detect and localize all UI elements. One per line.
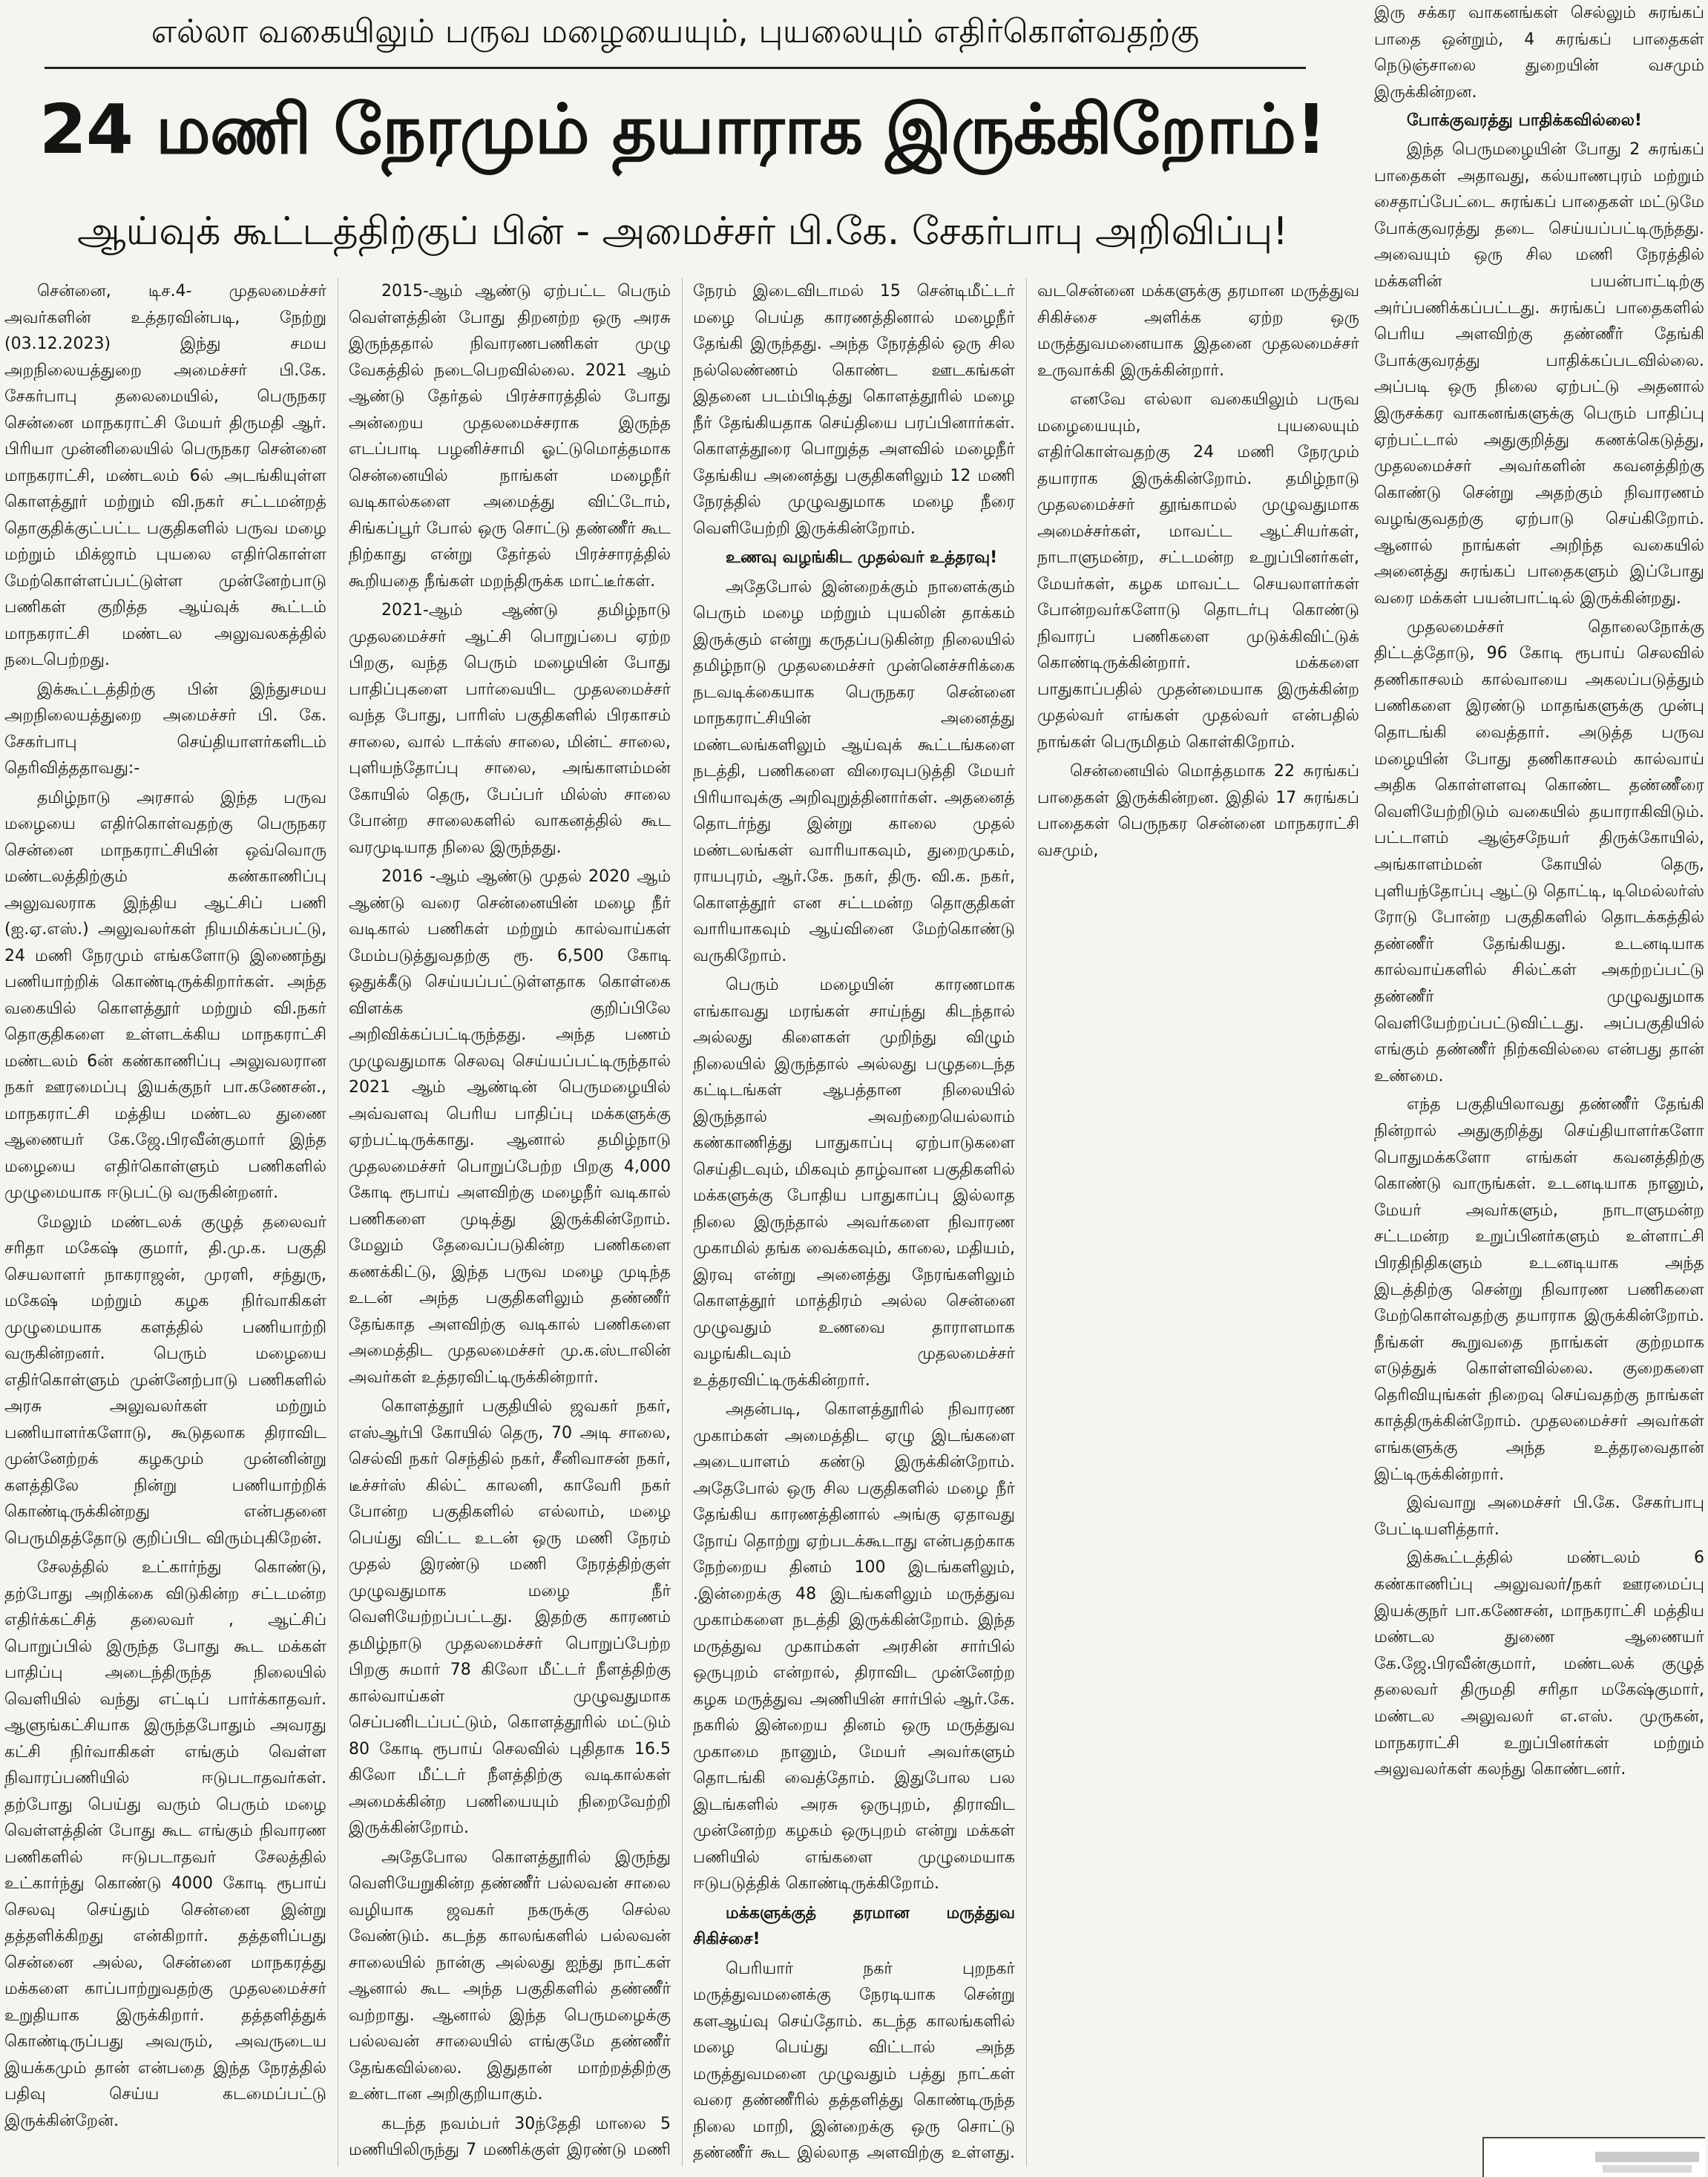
article-headline: 24 மணி நேரமும் தயாராக இருக்கிறோம்! xyxy=(39,90,1327,169)
body-paragraph: இக்கூட்டத்திற்கு பின் இந்துசமய அறநிலையத்துறை அமைச்சர் பி. கே. சேகர்பாபு செய்தியாளர்களிடம் தெரிவித்ததாவது:- xyxy=(4,680,326,778)
side-paragraph: இரு சக்கர வாகனங்கள் செல்லும் சுரங்கப் பாதை ஒன்றும், 4 சுரங்கப் பாதைகள் நெடுஞ்சாலை துறையின் வசமும் இருக்கின்றன. xyxy=(1374,4,1704,102)
image-fragment-detail xyxy=(1603,2165,1692,2173)
body-paragraph: சேலத்தில் உட்கார்ந்து கொண்டு, தற்போது அறிக்கை விடுகின்ற சட்டமன்ற எதிர்க்கட்சித் தலைவர் , ஆட்சிப் பொறுப்பில் இருந்த போது கூட மக்கள் பாதிப்பு அடைந்திருந்த நிலையில் வெளியில் வந்து எட்டிப் பார்க்காதவர். ஆளுங்கட்சியாக இருந்தபோதும் அவரது கட்சி நிர்வாகிகள் எங்கும் வெள்ள நிவாரப்பணியில் ஈடுபடாதவர்கள். தற்போது பெய்து வரும் பெரும் மழை வெள்ளத்தின் போது கூட எங்கும் நிவாரண பணிகளில் ஈடுபடாதவர் சேலத்தில் உட்கார்ந்து கொண்டு 4000 கோடி ரூபாய் செலவு செய்தும் சென்னை இன்று தத்தளிக்கிறது என்கிறார். தத்தளிப்பது சென்னை அல்ல, சென்னை மாநகரத்து மக்களை காப்பாற்றுவதற்கு முதலமைச்சர் உறுதியாக இருக்கிறார். தத்தளித்துக் கொண்டிருப்பது அவரும், அவருடைய இயக்கமும் தான் என்பதை இந்த நேரத்தில் பதிவு செய்ய கடமைப்பட்டு இருக்கின்றேன். xyxy=(4,1558,326,2130)
side-paragraph: முதலமைச்சர் தொலைநோக்கு திட்டத்தோடு, 96 கோடி ரூபாய் செலவில் தணிகாசலம் கால்வாயை அகலப்படுத்தும் பணிகளை இரண்டு மாதங்களுக்கு முன்பு தொடங்கி வைத்தார். அடுத்த பருவ மழையின் போது தணிகாசலம் கால்வாய் அதிக கொள்ளளவு கொண்ட தண்ணீரை வெளியேற்றிடும் வகையில் தயாராகிவிடும். பட்டாளம் ஆஞ்சநேயர் திருக்கோயில், அங்காளம்மன் கோயில் தெரு, புளியந்தோப்பு ஆட்டு தொட்டி, டிமெல்லர்ஸ் ரோடு போன்ற பகுதிகளில் தொடக்கத்தில் தண்ணீர் தேங்கியது. உடனடியாக கால்வாய்களில் சில்ட்கள் அகற்றப்பட்டு தண்ணீர் முழுவதுமாக வெளியேற்றப்பட்டுவிட்டது. அப்பகுதியில் எங்கும் தண்ணீர் நிற்கவில்லை என்பது தான் உண்மை. xyxy=(1374,617,1704,1086)
body-paragraph: கடந்த நவம்பர் 30ந்தேதி மாலை 5 மணியிலிருந்து 7 மணிக்குள் இரண்டு மணி நேரம் இடைவிடாமல் 15 சென்டிமீட்டர் மழை பெய்த காரணத்தினால் மழைநீர் தேங்கி இருந்தது. அந்த நேரத்தில் ஒரு சில நல்லெண்ணம் கொண்ட ஊடகங்கள் இதனை படம்பிடித்து கொளத்தூரில் மழை நீர் தேங்கியதாக செய்தியை பரப்பினார்கள். கொளத்தூரை பொறுத்த அளவில் மழைநீர் தேங்கிய அனைத்து பகுதிகளிலும் 12 மணி நேரத்தில் முழுவதுமாக மழை நீரை வெளியேற்றி இருக்கின்றோம். xyxy=(349,282,1015,2159)
side-paragraph: இக்கூட்டத்தில் மண்டலம் 6 கண்காணிப்பு அலுவலர்/நகர் ஊரமைப்பு இயக்குநர் பா.கணேசன், மாநகராட்சி மத்திய மண்டல துணை ஆணையர் கே.ஜே.பிரவீன்குமார், மண்டலக் குழுத் தலைவர் திருமதி சரிதா மகேஷ்குமார், மண்டல அலுவலர் எ.எஸ். முருகன், மாநகராட்சி உறுப்பினர்கள் மற்றும் அலுவலர்கள் கலந்து கொண்டனர். xyxy=(1374,1549,1704,1779)
article-subhead: ஆய்வுக் கூட்டத்திற்குப் பின் - அமைச்சர் பி.கே. சேகர்பாபு அறிவிப்பு! xyxy=(77,209,1288,254)
body-paragraph: அதேபோல் இன்றைக்கும் நாளைக்கும் பெரும் மழை மற்றும் புயலின் தாக்கம் இருக்கும் என்று கருதப்படுகின்ற நிலையில் தமிழ்நாடு முதலமைச்சர் முன்னெச்சரிக்கை நடவடிக்கையாக பெருநகர சென்னை மாநகராட்சியின் அனைத்து மண்டலங்களிலும் ஆய்வுக் கூட்டங்களை நடத்தி, பணிகளை விரைவுபடுத்தி மேயர் பிரியாவுக்கு அறிவுறுத்தினார்கள். அதனைத் தொடர்ந்து இன்று காலை முதல் மண்டலங்கள் வாரியாகவும், துறைமுகம், ராயபுரம், ஆர்.கே. நகர், திரு. வி.க. நகர், கொளத்தூர் என சட்டமன்ற தொகுதிகள் வாரியாகவும் ஆய்வினை மேற்கொண்டு வருகிறோம். xyxy=(693,577,1015,965)
body-paragraph: அதேபோல கொளத்தூரில் இருந்து வெளியேறுகின்ற தண்ணீர் பல்லவன் சாலை வழியாக ஜவகர் நகருக்கு செல்ல வேண்டும். கடந்த காலங்களில் பல்லவன் சாலையில் நான்கு அல்லது ஐந்து நாட்கள் ஆனால் கூட அந்த பகுதிகளில் தண்ணீர் வற்றாது. ஆனால் இந்த பெருமழைக்கு பல்லவன் சாலையில் எங்குமே தண்ணீர் தேங்கவில்லை. இதுதான் மாற்றத்திற்கு உண்டான அறிகுறியாகும். xyxy=(349,1848,671,2104)
body-paragraph: மேலும் மண்டலக் குழுத் தலைவர் சரிதா மகேஷ் குமார், தி.மு.க. பகுதி செயலாளர் நாகராஜன், முரளி, சந்துரு, மகேஷ் மற்றும் கழக நிர்வாகிகள் முழுமையாக களத்தில் பணியாற்றி வருகின்றனர். பெரும் மழையை எதிர்கொள்ளும் முன்னேற்பாடு பணிகளில் அரசு அலுவலர்கள் மற்றும் பணியாளர்களோடு, கூடுதலாக திராவிட முன்னேற்றக் கழகமும் முன்னின்று களத்திலே நின்று பணியாற்றிக் கொண்டிருக்கின்றது என்பதனை பெருமிதத்தோடு குறிப்பிட விரும்புகிறேன். xyxy=(4,1212,326,1548)
body-paragraph: சென்னை, டிச.4- முதலமைச்சர் அவர்களின் உத்தரவின்படி, நேற்று (03.12.2023) இந்து சமய அறநிலையத்துறை அமைச்சர் பி.கே. சேகர்பாபு தலைமையில், பெருநகர சென்னை மாநகராட்சி மேயர் திருமதி ஆர். பிரியா முன்னிலையில் பெருநகர சென்னை மாநகராட்சி, மண்டலம் 6ல் அடங்கியுள்ள கொளத்தூர் மற்றும் வி.நகர் சட்டமன்றத் தொகுதிக்குட்பட்ட பகுதிகளில் பருவ மழை மற்றும் மிக்ஜாம் புயலை எதிர்கொள்ள மேற்கொள்ளப்பட்டுள்ள முன்னேற்பாடு பணிகள் குறித்த ஆய்வுக் கூட்டம் மாநகராட்சி மண்டல அலுவலகத்தில் நடைபெற்றது. xyxy=(4,282,326,669)
body-paragraph: 2015-ஆம் ஆண்டு ஏற்பட்ட பெரும் வெள்ளத்தின் போது திறனற்ற ஒரு அரசு இருந்ததால் நிவாரணபணிகள் முழு வேகத்தில் நடைபெறவில்லை. 2021 ஆம் ஆண்டு தேர்தல் பிரச்சாரத்தில் போது அன்றைய முதலமைச்சராக இருந்த எடப்பாடி பழனிச்சாமி ஓட்டுமொத்தமாக சென்னையில் நாங்கள் மழைநீர் வடிகால்களை அமைத்து விட்டோம், சிங்கப்பூர் போல் ஒரு சொட்டு தண்ணீர் கூட நிற்காது என்று தேர்தல் பிரச்சாரத்தில் கூறியதை நீங்கள் மறந்திருக்க மாட்டீர்கள். xyxy=(349,282,671,591)
article-kicker: எல்லா வகையிலும் பருவ மழையையும், புயலையும் எதிர்கொள்வதற்கு xyxy=(45,6,1306,69)
article-body-columns xyxy=(4,278,1359,2167)
body-paragraph: அதன்படி, கொளத்தூரில் நிவாரண முகாம்கள் அமைத்திட ஏழு இடங்களை அடையாளம் கண்டு இருக்கின்றோம். அதேபோல் ஒரு சில பகுதிகளில் மழை நீர் தேங்கிய காரணத்தினால் அங்கு ஏதாவது நோய் தொற்று ஏற்படக்கூடாது என்பதற்காக நேற்றைய தினம் 100 இடங்களிலும், .இன்றைக்கு 48 இடங்களிலும் மருத்துவ முகாம்களை நடத்தி இருக்கின்றோம். இந்த மருத்துவ முகாம்கள் அரசின் சார்பில் ஒருபுறம் என்றால், திராவிட முன்னேற்ற கழக மருத்துவ அணியின் சார்பில் ஆர்.கே. நகரில் இன்றைய தினம் ஒரு மருத்துவ முகாமை நானும், மேயர் அவர்களும் தொடங்கி வைத்தோம். இதுபோல பல இடங்களில் அரசு ஒருபுறம், திராவிட முன்னேற்ற கழகம் ஒருபுறம் என்று மக்கள் பணியில் எங்களை முழுமையாக ஈடுபடுத்திக் கொண்டிருக்கிறோம். xyxy=(693,1400,1015,1893)
side-paragraph: இந்த பெருமழையின் போது 2 சுரங்கப் பாதைகள் அதாவது, கல்யாணபுரம் மற்றும் சைதாப்பேட்டை சுரங்கப் பாதைகள் மட்டுமே போக்குவரத்து தடை செய்யப்பட்டிருந்தது. அவையும் ஒரு சில மணி நேரத்தில் மக்களின் பயன்பாட்டிற்கு அர்ப்பணிக்கப்பட்டது. சுரங்கப் பாதைகளில் பெரிய அளவிற்கு தண்ணீர் தேங்கி போக்குவரத்து பாதிக்கப்படவில்லை. அப்படி ஒரு நிலை ஏற்பட்டு அதனால் இருசக்கர வாகனங்களுக்கு பெரும் பாதிப்பு ஏற்பட்டால் அதுகுறித்து கணக்கெடுத்து, முதலமைச்சர் அவர்களின் கவனத்திற்கு கொண்டு சென்று அதற்கும் நிவாரணம் வழங்குவதற்கு ஏற்பாடு செய்கிறோம். ஆனால் நாங்கள் அறிந்த வகையில் அனைத்து சுரங்கப் பாதைகளும் இப்போது வரை மக்கள் பயன்பாட்டில் இருக்கின்றது. xyxy=(1374,139,1704,608)
body-paragraph: பெரியார் நகர் புறநகர் மருத்துவமனைக்கு நேரடியாக சென்று களஆய்வு செய்தோம். கடந்த காலங்களில் மழை பெய்து விட்டால் அந்த மருத்துவமனை முழுவதும் பத்து நாட்கள் வரை தண்ணீரில் தத்தளித்து கொண்டிருந்த நிலை மாறி, இன்றைக்கு ஒரு சொட்டு தண்ணீர் கூட இல்லாத அளவிற்கு உள்ளது. வடசென்னை மக்களுக்கு தரமான மருத்துவ சிகிச்சை அளிக்க ஏற்ற ஒரு மருத்துவமனையாக இதனை முதலமைச்சர் உருவாக்கி இருக்கின்றார். xyxy=(693,282,1359,2162)
body-paragraph: 2021-ஆம் ஆண்டு தமிழ்நாடு முதலமைச்சர் ஆட்சி பொறுப்பை ஏற்ற பிறகு, வந்த பெரும் மழையின் போது பாதிப்புகளை பார்வையிட முதலமைச்சர் வந்த போது, பாரிஸ் பகுதிகளில் பிரகாசம் சாலை, வால் டாக்ஸ் சாலை, மின்ட் சாலை, புளியந்தோப்பு சாலை, அங்காளம்மன் கோயில் தெரு, பேப்பர் மில்ஸ் சாலை போன்ற சாலைகளில் வாகனத்தில் கூட வரமுடியாத நிலை இருந்தது. xyxy=(349,601,671,857)
body-paragraph: 2016 -ஆம் ஆண்டு முதல் 2020 ஆம் ஆண்டு வரை சென்னையின் மழை நீர் வடிகால் பணிகள் மற்றும் கால்வாய்கள் மேம்படுத்துவதற்கு ரூ. 6,500 கோடி ஒதுக்கீடு செய்யப்பட்டுள்ளதாக கொள்கை விளக்க குறிப்பிலே அறிவிக்கப்பட்டிருந்தது. அந்த பணம் முழுவதுமாக செலவு செய்யப்பட்டிருந்தால் 2021 ஆம் ஆண்டின் பெருமழையில் அவ்வளவு பெரிய பாதிப்பு மக்களுக்கு ஏற்பட்டிருக்காது. ஆனால் தமிழ்நாடு முதலமைச்சர் பொறுப்பேற்ற பிறகு 4,000 கோடி ரூபாய் அளவிற்கு மழைநீர் வடிகால் பணிகளை முடித்து இருக்கின்றோம். மேலும் தேவைப்படுகின்ற பணிகளை கணக்கிட்டு, இந்த பருவ மழை முடிந்த உடன் அந்த பகுதிகளிலும் தண்ணீர் தேங்காத அளவிற்கு வடிகால் பணிகளை அமைத்திட முதலமைச்சர் மு.க.ஸ்டாலின் அவர்கள் உத்தரவிட்டிருக்கின்றார். xyxy=(349,867,671,1387)
body-paragraph: கொளத்தூர் பகுதியில் ஜவகர் நகர், எஸ்ஆர்பி கோயில் தெரு, 70 அடி சாலை, செல்வி நகர் செந்தில் நகர், சீனிவாசன் நகர், டீச்சர்ஸ் கில்ட் காலனி, காவேரி நகர் போன்ற பகுதிகளில் எல்லாம், மழை பெய்து விட்ட உடன் ஒரு மணி நேரம் முதல் இரண்டு மணி நேரத்திற்குள் முழுவதுமாக மழை நீர் வெளியேற்றப்பட்டது. இதற்கு காரணம் தமிழ்நாடு முதலமைச்சர் பொறுப்பேற்ற பிறகு சுமார் 78 கிலோ மீட்டர் நீளத்திற்கு கால்வாய்கள் முழுவதுமாக செப்பனிடப்பட்டும், கொளத்தூரில் மட்டும் 80 கோடி ரூபாய் செலவில் புதிதாக 16.5 கிலோ மீட்டர் நீளத்திற்கு வடிகால்கள் அமைக்கின்ற பணியையும் நிறைவேற்றி இருக்கின்றோம். xyxy=(349,1397,671,1837)
body-paragraph: எனவே எல்லா வகையிலும் பருவ மழையையும், புயலையும் எதிர்கொள்வதற்கு 24 மணி நேரமும் தயாராக இருக்கின்றோம். தமிழ்நாடு முதலமைச்சர் தூங்காமல் முழுவதுமாக அமைச்சர்கள், மாவட்ட ஆட்சியர்கள், நாடாளுமன்ற, சட்டமன்ற உறுப்பினர்கள், மேயர்கள், கழக மாவட்ட செயலாளர்கள் போன்றவர்களோடு தொடர்பு கொண்டு நிவாரப் பணிகளை முடுக்கிவிட்டுக் கொண்டிருக்கின்றார். மக்களை பாதுகாப்பதில் முதன்மையாக இருக்கின்ற முதல்வர் எங்கள் முதல்வர் என்பதில் நாங்கள் பெருமிதம் கொள்கிறோம். xyxy=(1037,390,1359,752)
inline-subheading: போக்குவரத்து பாதிக்கவில்லை! xyxy=(1407,111,1642,131)
adjacent-image-fragment xyxy=(1482,2137,1705,2177)
inline-subheading: உணவு வழங்கிட முதல்வர் உத்தரவு! xyxy=(726,548,998,567)
body-paragraph: சென்னையில் மொத்தமாக 22 சுரங்கப் பாதைகள் இருக்கின்றன. இதில் 17 சுரங்கப் பாதைகள் பெருநகர சென்னை மாநகராட்சி வசமும், xyxy=(1037,762,1359,860)
article-continuation-column xyxy=(1374,0,1704,2137)
image-fragment-detail xyxy=(1595,2152,1699,2162)
side-paragraph: இவ்வாறு அமைச்சர் பி.கே. சேகர்பாபு பேட்டியளித்தார். xyxy=(1374,1494,1704,1539)
body-paragraph: பெரும் மழையின் காரணமாக எங்காவது மரங்கள் சாய்ந்து கிடந்தால் அல்லது கிளைகள் முறிந்து விழும் நிலையில் இருந்தால் அல்லது பழுதடைந்த கட்டிடங்கள் ஆபத்தான நிலையில் இருந்தால் அவற்றையெல்லாம் கண்காணித்து பாதுகாப்பு ஏற்பாடுகளை செய்திடவும், மிகவும் தாழ்வான பகுதிகளில் மக்களுக்கு போதிய பாதுகாப்பு இல்லாத நிலை இருந்தால் அவர்களை நிவாரண முகாமில் தங்க வைக்கவும், காலை, மதியம், இரவு என்று அனைத்து நேரங்களிலும் கொளத்தூர் மாத்திரம் அல்ல சென்னை முழுவதும் உணவை தாராளமாக வழங்கிடவும் முதலமைச்சர் உத்தரவிட்டிருக்கின்றார். xyxy=(693,976,1015,1390)
side-paragraph: எந்த பகுதியிலாவது தண்ணீர் தேங்கி நின்றால் அதுகுறித்து செய்தியாளர்களோ பொதுமக்களோ எங்கள் கவனத்திற்கு கொண்டு வாருங்கள். உடனடியாக நானும், மேயர் அவர்களும், நாடாளுமன்ற சட்டமன்ற உறுப்பினர்களும் உள்ளாட்சி பிரதிநிதிகளும் உடனடியாக அந்த இடத்திற்கு சென்று நிவாரண பணிகளை மேற்கொள்வதற்கு தயாராக இருக்கின்றோம். நீங்கள் கூறுவதை நாங்கள் குற்றமாக எடுத்துக் கொள்ளவில்லை. குறைகளை தெரிவியுங்கள் நிறைவு செய்வதற்கு நாங்கள் காத்திருக்கின்றோம். முதலமைச்சர் அவர்கள் எங்களுக்கு அந்த உத்தரவைதான் இட்டிருக்கின்றார். xyxy=(1374,1095,1704,1484)
body-paragraph: தமிழ்நாடு அரசால் இந்த பருவ மழையை எதிர்கொள்வதற்கு பெருநகர சென்னை மாநகராட்சியின் ஒவ்வொரு மண்டலத்திற்கும் கண்காணிப்பு அலுவலராக இந்திய ஆட்சிப் பணி (ஐ.ஏ.எஸ்.) அலுவலர்கள் நியமிக்கப்பட்டு, 24 மணி நேரமும் எங்களோடு இணைந்து பணியாற்றிக் கொண்டிருக்கிறார்கள். அந்த வகையில் கொளத்தூர் மற்றும் வி.நகர் தொகுதிகளை உள்ளடக்கிய மாநகராட்சி மண்டலம் 6ன் கண்காணிப்பு அலுவலரான நகர் ஊரமைப்பு இயக்குநர் பா.கணேசன்., மாநகராட்சி மத்திய மண்டல துணை ஆணையர் கே.ஜே.பிரவீன்குமார் இந்த மழையை எதிர்கொள்ளும் பணிகளில் முழுமையாக ஈடுபட்டு வருகின்றனர். xyxy=(4,788,326,1202)
inline-subheading: மக்களுக்குத் தரமான மருத்துவ சிகிச்சை! xyxy=(693,1903,1015,1948)
